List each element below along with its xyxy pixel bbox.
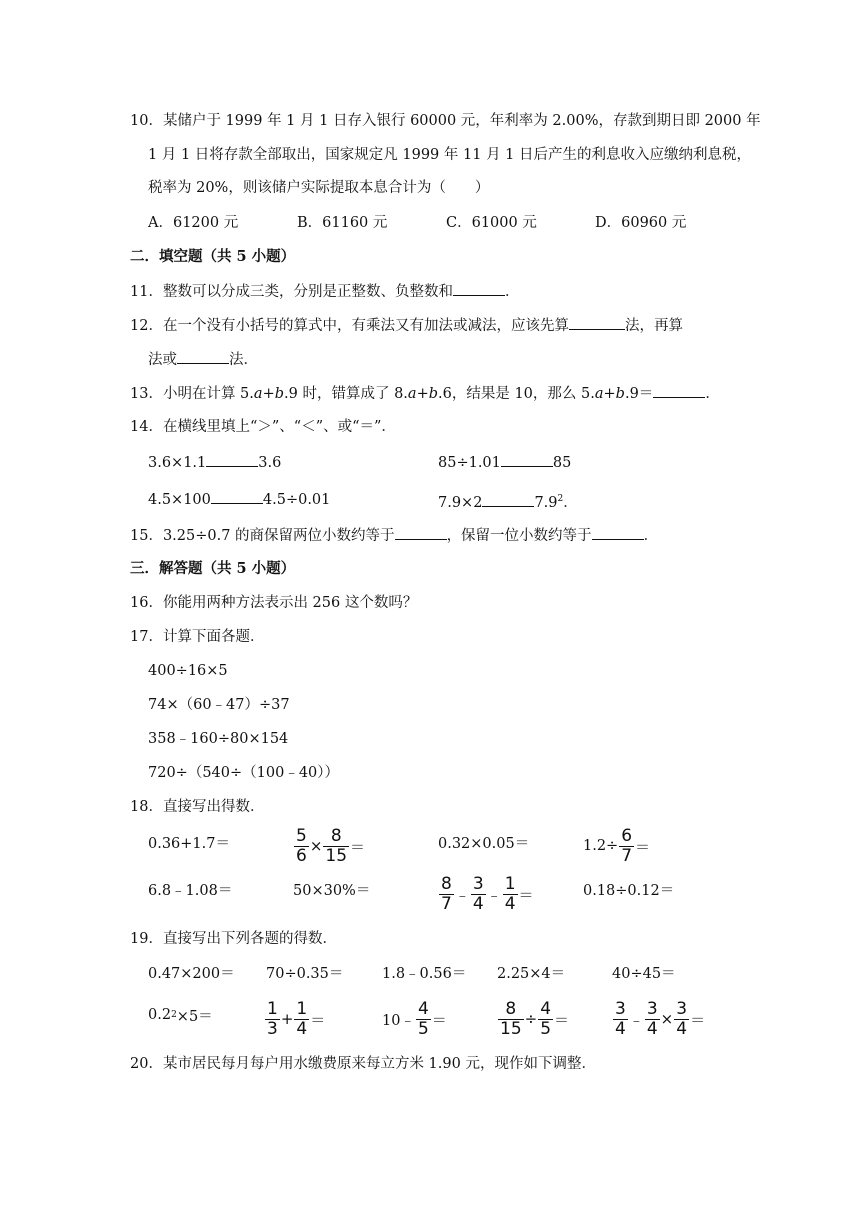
- denominator: 4: [504, 893, 516, 914]
- q11: [130, 281, 519, 302]
- q19-r2-4: [497, 995, 569, 1043]
- q14-r2d-end: ．: [563, 494, 578, 511]
- q19-r2-3: [382, 995, 447, 1043]
- exponent: 2: [171, 1010, 177, 1020]
- q19-r2-4-frac-2: [538, 1000, 553, 1039]
- equals: ＝: [350, 837, 366, 856]
- q19-title: 19．直接写出下列各题的得数．: [130, 931, 337, 947]
- q14-blank-4[interactable]: [482, 492, 534, 507]
- operator: ×: [309, 837, 323, 855]
- numerator: 4: [540, 998, 552, 1019]
- section-heading-solve: 三．解答题（共 5 小题）: [130, 560, 296, 577]
- q19-r2-2-frac-1: [265, 1000, 280, 1039]
- q12-part4: 法．: [229, 352, 258, 368]
- denominator: 4: [296, 1018, 308, 1039]
- q18-g-frac-2: [471, 875, 486, 914]
- q19-r1-2: 70÷0.35＝: [266, 966, 344, 982]
- q14-r1a: 3.6×1.1: [148, 455, 207, 471]
- q19-r1-5: 40÷45＝: [612, 966, 676, 982]
- equals: ＝: [635, 837, 651, 856]
- operator: ﹣: [454, 885, 470, 904]
- denominator: 7: [621, 845, 633, 866]
- denominator: 3: [267, 1018, 278, 1039]
- q13: [130, 383, 720, 404]
- q15-blank-1[interactable]: [395, 525, 447, 540]
- q13-var-b-2: b: [428, 386, 439, 402]
- q18-g: [438, 870, 534, 918]
- q18-title: 18．直接写出得数．: [130, 799, 265, 815]
- numerator: 3: [472, 873, 484, 894]
- q19-r2-1: [148, 991, 213, 1039]
- q18-b-frac-2: [323, 827, 349, 866]
- q19-r1-3: 1.8﹣0.56＝: [382, 966, 467, 982]
- q14-r1-left: [148, 452, 281, 473]
- q10-option-b: B．61160 元: [297, 215, 388, 231]
- numerator: 6: [621, 825, 633, 846]
- q19-r2-3-frac: [416, 1000, 431, 1039]
- rest: ×5＝: [176, 1008, 213, 1025]
- numerator: 3: [615, 998, 626, 1019]
- equals: ＝: [431, 1010, 447, 1029]
- q13-text-3: .9 时，错算成了 8.: [284, 386, 408, 402]
- q19-r1-4: 2.25×4＝: [497, 966, 566, 982]
- numerator: 3: [676, 998, 688, 1019]
- numerator: 3: [646, 998, 658, 1019]
- q14-blank-3[interactable]: [211, 489, 263, 504]
- q12-part1: 12．在一个没有小括号的算式中，有乘法又有加法或减法，应该先算: [130, 318, 569, 334]
- q19-r2-5: [612, 995, 705, 1043]
- q14-r2b: 4.5÷0.01: [262, 492, 331, 508]
- q18-d-prefix: 1.2÷: [583, 838, 619, 854]
- q19-r1-1: 0.47×200＝: [148, 966, 235, 982]
- q17-title: 17．计算下面各题．: [130, 629, 265, 645]
- denominator: 5: [540, 1018, 552, 1039]
- q19-r2-5-frac-2: [645, 1000, 660, 1039]
- numerator: 8: [441, 873, 452, 894]
- q13-text-7: .9＝: [624, 386, 654, 402]
- numerator: 1: [504, 873, 516, 894]
- operator: ﹣: [628, 1010, 644, 1029]
- denominator: 4: [646, 1018, 658, 1039]
- q14-blank-1[interactable]: [206, 452, 258, 467]
- denominator: 5: [417, 1018, 429, 1039]
- q13-end: ．: [705, 386, 720, 402]
- q15-text-2: ，保留一位小数约等于: [446, 528, 592, 544]
- q18-g-frac-3: [503, 875, 518, 914]
- equals: ＝: [554, 1010, 570, 1029]
- q10-option-c: C．61000 元: [446, 215, 537, 231]
- q13-var-a-3: a: [594, 386, 604, 402]
- q13-var-b: b: [274, 386, 285, 402]
- q14-r2a: 4.5×100: [148, 492, 211, 508]
- equals: ＝: [690, 1010, 706, 1029]
- prefix: 10﹣: [382, 1012, 415, 1029]
- q15-end: ．: [643, 528, 659, 544]
- q18-f: 50×30%＝: [293, 882, 371, 899]
- q13-var-a: a: [253, 386, 263, 402]
- q20: 20．某市居民每月每户用水缴费原来每立方米 1.90 元，现作如下调整．: [130, 1056, 596, 1072]
- numerator: 8: [498, 1000, 524, 1020]
- q19-r2-2-frac-2: [294, 1000, 309, 1039]
- denominator: 4: [615, 1018, 626, 1039]
- q10-line1: 10．某储户于 1999 年 1 月 1 日存入银行 60000 元，年利率为 2.00%，存款到期日即 2000 年: [130, 113, 761, 129]
- q13-text-1: 13．小明在计算 5.: [130, 386, 254, 402]
- denominator: 15: [325, 845, 348, 866]
- q18-e: 6.8﹣1.08＝: [148, 882, 233, 899]
- numerator: 4: [417, 998, 429, 1019]
- denominator: 4: [676, 1018, 688, 1039]
- q13-text-4: +: [416, 386, 429, 402]
- q16: 16．你能用两种方法表示出 256 这个数吗？: [130, 595, 418, 611]
- q14-r2-right: [438, 489, 578, 513]
- q11-blank[interactable]: [453, 281, 505, 296]
- q17-item-2: 74×（60﹣47）÷37: [148, 697, 290, 713]
- section-heading-fill-in: 二．填空题（共 5 小题）: [130, 248, 296, 265]
- q12-blank-1[interactable]: [569, 315, 625, 330]
- q18-g-frac-1: [439, 875, 454, 914]
- equals: ＝: [518, 885, 534, 904]
- q13-text-5: .6，结果是 10，那么 5.: [438, 386, 595, 402]
- q17-item-4: 720÷（540÷（100﹣40））: [148, 765, 340, 781]
- q14-r1c: 85÷1.01: [438, 455, 501, 471]
- operator: ﹣: [486, 885, 502, 904]
- q11-end: ．: [504, 284, 520, 300]
- q10-option-d: D．60960 元: [595, 215, 687, 231]
- numerator: 5: [296, 825, 307, 846]
- numerator: 8: [323, 827, 349, 847]
- q14-blank-2[interactable]: [501, 452, 553, 467]
- q14-title: 14．在横线里填上“＞”、“＜”、或“＝”．: [130, 419, 396, 435]
- q19-r2-4-frac-1: [498, 1000, 524, 1039]
- q14-r2-left: [148, 489, 330, 510]
- q14-r2c: 7.9×2: [438, 494, 483, 511]
- q13-var-b-3: b: [615, 386, 625, 402]
- q17-item-3: 358﹣160÷80×154: [148, 731, 289, 747]
- q14-r1b: 3.6: [258, 455, 282, 471]
- denominator: 15: [500, 1018, 522, 1039]
- base: 0.2: [148, 1007, 172, 1023]
- q19-r2-5-frac-1: [613, 1000, 628, 1039]
- q15-text-1: 15．3.25÷0.7 的商保留两位小数约等于: [130, 528, 395, 544]
- q18-d: [583, 822, 650, 870]
- operator: +: [280, 1010, 294, 1028]
- operator: ×: [660, 1010, 674, 1028]
- q13-var-a-2: a: [407, 386, 417, 402]
- q18-h: 0.18÷0.12＝: [583, 882, 675, 899]
- q15: [130, 525, 658, 546]
- numerator: 1: [296, 998, 308, 1019]
- numerator: 1: [267, 998, 278, 1019]
- q13-text-6: +: [603, 386, 616, 402]
- q14-r2d: 7.9: [534, 494, 558, 511]
- q13-text-2: +: [262, 386, 275, 402]
- q19-r2-2: [264, 995, 325, 1043]
- q18-c: 0.32×0.05＝: [438, 835, 530, 852]
- q14-r1d: 85: [552, 455, 572, 471]
- operator: ÷: [524, 1010, 538, 1028]
- denominator: 4: [472, 893, 484, 914]
- q10-line2: 1 月 1 日将存款全部取出，国家规定凡 1999 年 11 月 1 日后产生的利息收入应缴纳利息税，: [148, 147, 752, 163]
- q12-part2: 法，再算: [624, 318, 683, 334]
- q12-part3: 法或: [148, 352, 177, 368]
- q10-line3: 税率为 20%，则该储户实际提取本息合计为（ ）: [148, 180, 490, 196]
- q18-b-frac-1: [294, 827, 309, 866]
- q18-d-frac: [619, 827, 634, 866]
- q13-blank[interactable]: [653, 383, 705, 398]
- q19-r2-5-frac-3: [674, 1000, 689, 1039]
- q17-item-1: 400÷16×5: [148, 663, 228, 679]
- q12-line1: [130, 315, 683, 336]
- denominator: 6: [296, 845, 307, 866]
- q18-b: [293, 822, 365, 870]
- q12-line2: [148, 349, 258, 370]
- equals: ＝: [310, 1010, 326, 1029]
- q14-r1-right: [438, 452, 571, 473]
- q15-blank-2[interactable]: [592, 525, 644, 540]
- q14-r2d-exponent: 2: [557, 494, 564, 504]
- q18-a: 0.36+1.7＝: [148, 835, 230, 852]
- denominator: 7: [441, 893, 452, 914]
- q10-option-a: A．61200 元: [148, 215, 239, 231]
- q11-text: 11．整数可以分成三类，分别是正整数、负整数和: [130, 284, 453, 300]
- q12-blank-3[interactable]: [177, 349, 229, 364]
